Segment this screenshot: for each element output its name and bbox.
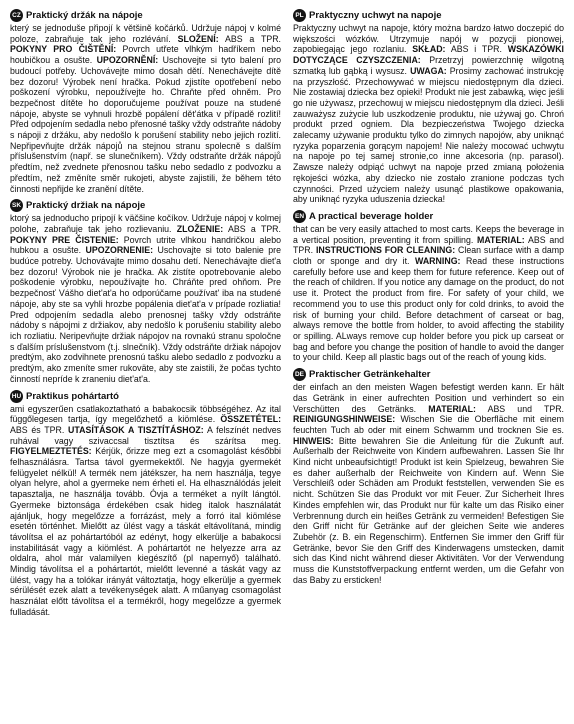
keyword-label: MATERIAL: — [477, 234, 525, 245]
section-pl — [293, 9, 564, 205]
keyword-label: UPOZORNĚNÍ: — [96, 55, 159, 66]
language-badge-de: DE — [293, 368, 306, 381]
keyword-label: ÖSSZETÉTEL: — [220, 414, 281, 425]
text-run: ABS i TPR. — [445, 44, 508, 55]
text-run: ABS and TPR. — [293, 234, 564, 256]
section-header — [293, 368, 564, 381]
keyword-label: INSTRUCTIONS FOR CLEANING: — [315, 245, 456, 256]
text-run: Uschovajte si toto balenie pre budúce potreby. Uchovávajte mimo dosahu detí. Nenechávajte diet'a bez dozoru! Výrobok nie je hračka. Ak zistíte opotrebovanie alebo poškodenie výrobku, nepoužívajte ho. Chráňte pred ohňom. Pre bezpečnosť Vášho diet'at'a ho odporúčame používat' iba na studené nápoje, aby ste sa vyhli hrozbe popálenia diet'at'a v prípade rozliatia! Pred odpojením sedadla alebo prenosnej tašky vždy odstráňte nádoby s nápojmi z držiakov, aby nedošlo k porušeniu stability alebo ich rozliatiu. Neripevňujte držiak nápojov na rovnakú stranu spoločne s ďalším príslušenstvom (t.j. slnečník). Vždy odstráňte držiak nápojov predtým, ako zodvihnete prenosnú tašku alebo sedadlo z podvozku a predtým, ako zmeníte smer rukoväte, aby ste zaistili, že počas tychto činností nepríde k zraneniu diet'at'a. — [10, 245, 281, 384]
text-run: Read these instructions carefully before use and keep them for future reference. Keep out of the reach of children. If you notice any damage on the product, do not use it. Protect the product from fire. For safety of your child, we recommend you to use this product only for cold drinks, to avoid the risk of burning your child. Before detachment of carseat or bag, always remove the bottle from holder, to avoid affecting the stability or spilling. ALways remove cup holder before you pick up carseat or bag and before you change the position of handle to avoid the danger to your child. Keep all plastic bags out of the reach of young kids. — [293, 256, 564, 363]
keyword-label: MATERIAL: — [428, 403, 476, 414]
right-column — [293, 9, 564, 718]
section-header — [10, 199, 281, 212]
section-en — [293, 210, 564, 363]
text-run: ami egyszerűen csatlakoztatható a babakocsik többségéhez. Az ital függőlegesen tartja, így megelőzhető a kiömlése. — [10, 403, 281, 425]
text-run: ktorý sa jednoducho pripojí k väčšine kočíkov. Udržuje nápoj v kolmej polohe, zabraňuje tak jeho rozlievaniu. — [10, 213, 281, 234]
section-header — [10, 9, 281, 22]
language-badge-pl: PL — [293, 9, 306, 22]
language-badge-sk: SK — [10, 199, 23, 212]
section-title: Praktikus pohártartó — [26, 390, 119, 402]
section-body — [293, 224, 564, 363]
keyword-label: WSKAZÓWKI DOTYCZĄCE CZYSZCZENIA: — [293, 44, 564, 66]
section-body — [293, 23, 564, 205]
section-header — [10, 390, 281, 403]
section-body — [10, 23, 281, 194]
keyword-label: REINIGUNGSHINWEISE: — [293, 414, 396, 425]
text-run: ABS und TPR. — [475, 403, 564, 414]
text-run: ABS a TPR. — [223, 223, 281, 234]
text-run: který se jednoduše připojí k většině kočárků. Udržuje nápoj v kolmé poloze, zabraňuje tak jeho rozlévání. — [10, 23, 281, 44]
section-body — [10, 404, 281, 618]
keyword-label: SLOŽENÍ: — [177, 33, 219, 44]
language-badge-cz: CZ — [10, 9, 23, 22]
keyword-label: SKŁAD: — [412, 44, 446, 55]
section-body — [10, 213, 281, 384]
keyword-label: HINWEIS: — [293, 435, 334, 446]
text-run: that can be very easily attached to most carts. Keeps the beverage in a vertical position, preventing it from spilling. — [293, 223, 564, 245]
text-run: der einfach an den meisten Wagen befestigt werden kann. Er hält das Getränk in einer aufrechten Position und verhindert so ein Verschütten des Getränks. — [293, 382, 564, 414]
text-run: Wischen Sie die Oberfläche mit einem feuchten Tuch ab oder mit einem Schwamm und trocknen Sie es. — [293, 414, 564, 435]
text-run: Praktyczny uchwyt na napoje, który można bardzo łatwo doczepić do większości wózków. Utrzymuje napój w pozycji pionowej, zapobiegając jego rozlaniu. — [293, 23, 564, 55]
keyword-label: ZLOŽENIE: — [176, 223, 224, 234]
section-hu — [10, 390, 281, 618]
section-header — [293, 210, 564, 223]
section-de — [293, 368, 564, 585]
language-badge-en: EN — [293, 210, 306, 223]
section-title: Praktyczny uchwyt na napoje — [309, 10, 442, 21]
text-run: Kérjük, őrizze meg ezt a csomagolást későbbi felhasználásra. Tartsa távol gyermekektől. Ne hagyja gyermekét felügyelet nélkül! A termék nem játékszer, ha nem használja, tegye olyan helyre, ahol a gyermeke nem érheti el. Ha elhasználódás jeleit tapasztalja, ne használja tovább. Óvja a terméket a nyílt lángtól. Gyermeke biztonsága érdekében csak hideg italok használatát ajánljuk, hogy megelőzze a forrázást, mely a forró ital kiömlése esetén történhet. Mielőtt az ülést vagy a táskát eltávolítaná, mindig távolítsa el az pohártartóból az edényt, hogy elkerülje a babakocsi instabilitását vagy a kiömlést. A pohártartót ne helyezze arra az oldalra, ahol már valamilyen kiegészítő (pl napernyő) található. Mindig távolítsa el a pohártartót, mielőtt levenné a táskát vagy az ülést, vagy ha a tolókar irányát változtatja, hogy elkerülje a gyermek sérülését ezek alatt a tevékenységek alatt. A műanyag csomagolást használat előtt távolítsa el a termékről, hogy megelőzze a gyermek fulladását. — [10, 446, 281, 617]
keyword-label: POKYNY PRO ČIŠTĚNÍ: — [10, 44, 117, 55]
text-run: Przetrzyj powierzchnię wilgotną szmatką lub gąbką i wysusz. — [293, 55, 564, 76]
text-run: Uschovejte si tyto balení pro budoucí potřeby. Uchovávejte mimo dosah dětí. Nenechávejte dítě bez dozoru! Výrobek není hračka. Pokud zjistíte opotřebení nebo poškození výrobku, nepoužívejte ho. Chraňte před ohněm. Pro bezpečnost dítěte ho doporučujeme používat pouze na studené nápoje, abyste se vyhnuli hrozbě popálení dět'átka v případě rozlití! Před odpojením sedadla nebo přenosné tašky vždy odstraňte nádoby s nápoji z držáku, aby nedošlo k porušení stability nebo jejich rozlití. Nepřipevňujte držák nápojů na stejnou stranu spolecně s dalším příslušenstvím (např. se slunečníkem). Vždy odstraňte držák nápojů předtím, než zvednete přenosnou tašku nebo sedadlo z podvozku a předtím, než změníte směr rukojeti, abyste zajistili, že během této činnosti nepřijde ke zranění dítěte. — [10, 55, 281, 194]
keyword-label: UWAGA: — [410, 65, 447, 76]
keyword-label: POKYNY PRE ČISTENIE: — [10, 234, 119, 245]
text-run: ABS és TPR. — [10, 424, 69, 435]
text-run: A felszínét nedves ruhával vagy szivaccsal tisztítsa és szárítsa meg. — [10, 424, 281, 446]
text-run: Bitte bewahren Sie die Anleitung für die Zukunft auf. Außerhalb der Reichweite von Kindern aufbewahren. Lassen Sie Ihr Kind nicht unbeaufsichtigt! Produkt ist kein Spielzeug, bewahren Sie es daher außerhalb der Reichweite von Kindern auf. Wenn Sie Verschleiß oder Schäden am Produkt feststellen, verwenden Sie es nicht. Schützen Sie das Produkt vor mit Feuer. Zur Sicherheit Ihres Kindes empfehlen wir, das Produkt nur für kalte um das Risiko einer Verbrennung durch ein heißes Getränk zu vermeiden! Befestigen Sie den Griff nicht für Getränke auf der gleichen Seite wie anderes Zubehör (z. B. ein Regenschirm). Entfernen Sie immer den Griff für Getränke, bevor Sie den Griff des Kinderwagens umstecken, damit sich das Kind nicht während dieser Aktivitäten. Vor der Verwendung muss die Kunststoffverpackung entfernt werden, um die Gefahr von das Baby zu ersticken! — [293, 435, 564, 585]
keyword-label: FIGYELMEZTETÉS: — [10, 446, 92, 457]
left-column — [10, 9, 281, 718]
section-header — [293, 9, 564, 22]
section-title: Praktický držák na nápoje — [26, 10, 143, 21]
section-sk — [10, 199, 281, 384]
text-run: Povrch utřete vlhkým hadříkem nebo houbičkou a osušte. — [10, 44, 281, 66]
section-cz — [10, 9, 281, 194]
section-title: Praktischer Getränkehalter — [309, 369, 431, 381]
language-badge-hu: HU — [10, 390, 23, 403]
text-run: ABS a TPR. — [218, 33, 281, 44]
section-title: A practical beverage holder — [309, 210, 434, 222]
keyword-label: WARNING: — [415, 256, 461, 267]
section-title: Praktický držiak na nápoje — [26, 200, 146, 212]
keyword-label: UTASÍTÁSOK A TISZTÍTÁSHOZ: — [68, 424, 204, 435]
text-run: Prosimy zachować instrukcję na przyszłość. Przechowywać w miejscu niedostępnym dla dzieci. Nie zostawiaj dziecka bez opieki! Produkt nie jest zabawką, więc jeśli go nie używasz, przechowuj w miejscu niedostępnym dla dzieci. Jeśli zauważysz zużycie lub uszkodzenie produktu, nie używaj go. Chroń produkt przed ogniem. Dla bezpieczeństwa Twojego dziecka zalecamy używanie produktu tylko do zimnych napojów, aby uniknąć ryzyka poparzenia gorącym napojem! Nie należy mocować uchwytu na napoje po tej samej stronie,co inne akcesoria (np. parasol). Zawsze należy odpiąć uchwyt na napoje przed zmianą położenia rękojeści wózka, aby dziecko nie zostało zranione podczas tych czynności. Przed użyciem należy usunąć plastikowe opakowania, aby uniknąć ryzyka uduszenia dziecka! — [293, 65, 564, 205]
text-run: Clean surface with a damp cloth or sponge and dry it. — [293, 245, 564, 267]
text-run: Povrch utrite vlhkou handričkou alebo hubkou a osušte. — [10, 234, 281, 256]
keyword-label: UPOZORNENIE: — [85, 245, 153, 256]
section-body — [293, 382, 564, 585]
